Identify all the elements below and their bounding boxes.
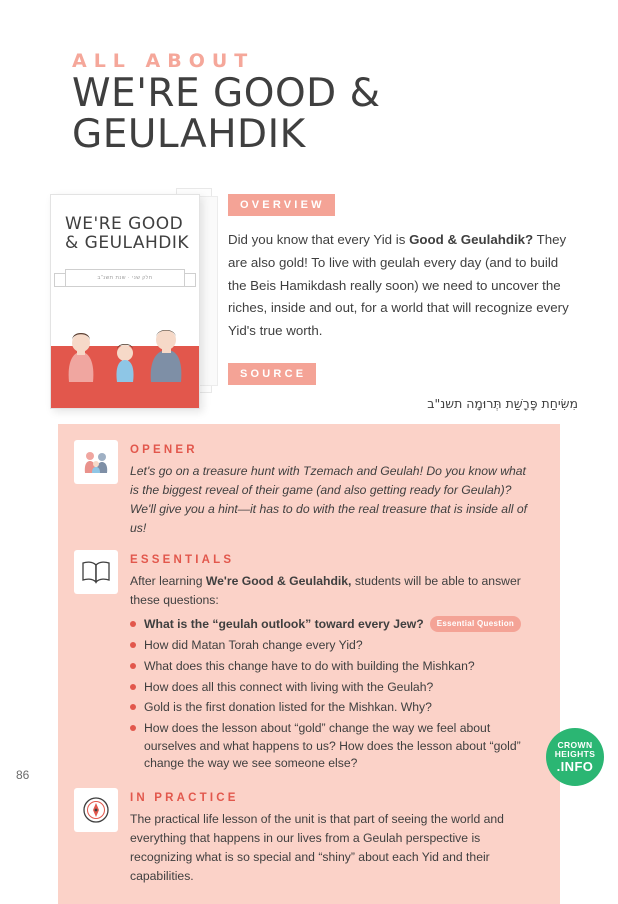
book-front-cover [50, 194, 200, 409]
essential-question-item [130, 720, 536, 773]
book-cover-people-illustration [51, 296, 200, 382]
opener-tag: OPENER [130, 444, 198, 456]
overview-section [0, 182, 618, 411]
page-title: WE'RE GOOD & GEULAHDIK [72, 71, 381, 157]
essentials-body [130, 550, 536, 776]
in-practice-text: The practical life lesson of the unit is that part of seeing the world and everything that happens in our lives from a Geulah perspective is recognizing what is so special and “shiny” about each Yid and their capabilities. [130, 811, 504, 883]
essential-question-text: How does all this connect with living with the Geulah? [144, 679, 434, 694]
opener-body [130, 440, 536, 538]
essential-question-item [130, 637, 536, 655]
overview-tag: OVERVIEW [228, 194, 335, 216]
essential-question-text: Gold is the first donation listed for the Mishkan. Why? [144, 700, 432, 715]
in-practice-body [130, 788, 536, 886]
logo-line-1: CROWN [557, 739, 593, 750]
book-cover-ribbon [65, 269, 185, 287]
source-reference: מִשִּׂיחַת פָּרָשַׁת תְּרוּמָה תשנ"ב [427, 396, 578, 412]
open-book-icon [81, 559, 111, 585]
in-practice-icon-box [74, 788, 118, 832]
crownheights-info-logo [546, 728, 604, 786]
essential-question-item [130, 658, 536, 676]
essential-question-text: What is the “geulah outlook” toward every Jew? [144, 617, 424, 632]
opener-section [74, 440, 536, 538]
essentials-icon-box [74, 550, 118, 594]
page-header [0, 0, 618, 156]
page-number: 86 [16, 768, 30, 782]
logo-line-3: .INFO [556, 758, 594, 774]
essential-question-item [130, 679, 536, 697]
essentials-intro-2: students will be able to answer these questions: [130, 573, 521, 607]
logo-line-2: HEIGHTS [554, 748, 596, 759]
opener-text: Let's go on a treasure hunt with Tzemach and Geulah! Do you know what is the biggest reveal of their game (and also getting ready for Geulah)? We'll give you a hint—it has to do with the real treasure that is inside all of us! [130, 464, 528, 535]
book-cover-title: WE'RE GOOD & GEULAHDIK [65, 213, 190, 253]
overview-bold-phrase: Good & Geulahdik? [409, 231, 534, 247]
opener-icon-box [74, 440, 118, 484]
essentials-intro-bold: We're Good & Geulahdik, [205, 573, 352, 588]
book-ribbon-text: חלק שני · שנת תשנ"ב [97, 274, 153, 281]
overview-text-column [228, 182, 618, 411]
essential-question-text: What does this change have to do with building the Mishkan? [144, 658, 475, 673]
in-practice-tag: IN PRACTICE [130, 791, 239, 804]
essential-questions-list [130, 616, 536, 773]
overview-paragraph [228, 229, 578, 343]
book-cover-illustration [38, 182, 228, 411]
essential-question-text: How did Matan Torah change every Yid? [144, 638, 363, 653]
essentials-intro-1: After learning [130, 573, 206, 588]
essentials-intro [130, 572, 536, 610]
essentials-section [74, 550, 536, 776]
source-tag: SOURCE [228, 363, 316, 385]
compass-icon [81, 795, 111, 825]
family-illustration-icon [81, 447, 111, 477]
overview-text-2: They are also gold! To live with geulah every day (and to build the Beis Hamikdash really soon) we need to uncover the riches, inside and out, for a world that will recognize every Yid's true worth. [228, 231, 569, 339]
essential-question-text: How does the lesson about “gold” change the way we feel about ourselves and what happens to us? How does the lesson about “gold” change the way we see someone else? [144, 720, 521, 771]
lesson-panel [58, 424, 560, 904]
essential-question-item [130, 699, 536, 717]
essentials-tag: ESSENTIALS [130, 553, 235, 566]
source-block [228, 363, 578, 411]
overview-text-1: Did you know that every Yid is [228, 231, 410, 247]
essential-question-badge: Essential Question [430, 616, 521, 632]
essential-question-item [130, 616, 536, 634]
in-practice-section [74, 788, 536, 886]
header-kicker: ALL ABOUT [72, 50, 255, 72]
